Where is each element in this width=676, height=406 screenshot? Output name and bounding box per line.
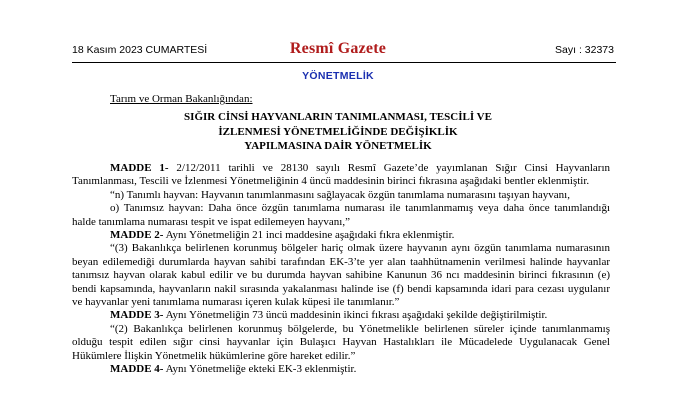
article-1 — [72, 162, 610, 189]
article-3 — [72, 309, 610, 322]
article-4-label: MADDE 4- — [110, 363, 164, 376]
gazette-header — [0, 41, 676, 63]
title-line-2: İZLENMESİ YÖNETMELİĞİNDE DEĞİŞİKLİK — [218, 125, 458, 138]
article-1-clause-n: “n) Tanımlı hayvan: Hayvanın tanımlanmasını sağlayacak özgün tanımlama numarasını taşıyan hayvanı, — [110, 188, 570, 201]
regulation-body — [72, 162, 610, 377]
regulation-title — [0, 110, 676, 154]
article-1-label: MADDE 1- — [110, 162, 169, 174]
issuing-ministry: Tarım ve Orman Bakanlığından: — [110, 93, 253, 105]
article-2-label: MADDE 2- — [110, 229, 164, 242]
article-4 — [72, 363, 610, 376]
article-3-paragraph-2: “(2) Bakanlıkça belirlenen korunmuş bölgelerde, bu Yönetmelikle belirlenen süreler içinde tanımlanmamış olduğu tespit edilen sığır cinsi hayvanlar için Bulaşıcı Hayvan Hastalıkları ile Mücadelede Uygulanacak Genel Hükümlere İlişkin Yönetmelik hükümlerine göre hareket edilir.” — [72, 322, 610, 362]
article-2 — [72, 229, 610, 242]
title-line-3: YAPILMASINA DAİR YÖNETMELİK — [244, 140, 432, 152]
article-1-clause-o: o) Tanımsız hayvan: Daha önce özgün tanımlama numarası ile tanımlanmamış veya daha önce tanımlandığı halde tanımlama numarası tespit ve ispat edilemeyen hayvanı,” — [72, 202, 610, 228]
gazette-name: Resmî Gazete — [289, 40, 387, 57]
header-rule — [72, 62, 616, 63]
article-3-text: Aynı Yönetmeliğin 73 üncü maddesinin ikinci fıkrası aşağıdaki şekilde değiştirilmiştir. — [163, 309, 548, 322]
article-4-text: Aynı Yönetmeliğe ekteki EK-3 eklenmiştir. — [163, 363, 357, 376]
article-2-text: Aynı Yönetmeliğin 21 inci maddesine aşağıdaki fıkra eklenmiştir. — [163, 229, 455, 242]
section-heading: YÖNETMELİK — [302, 70, 374, 82]
issue-date: 18 Kasım 2023 CUMARTESİ — [72, 44, 208, 56]
issue-number: Sayı : 32373 — [555, 44, 614, 56]
article-1-text: 2/12/2011 tarihli ve 28130 sayılı Resmî Gazete’de yayımlanan Sığır Cinsi Hayvanların Tanımlanması, Tescili ve İzlenmesi Yönetmeliğinin 4 üncü maddesinin birinci fıkrasına aşağıdaki bentler eklenmiştir. — [72, 162, 610, 188]
article-2-paragraph-3: “(3) Bakanlıkça belirlenen korunmuş bölgeler hariç olmak üzere hayvanın aynı özgün tanımlama numarasının beyan edilemediği durumlarda hayvan sahibi tarafından EK-3’te yer alan taahhütnamenin verilmesi halinde hayvanlar tanımsız hayvan olarak kabul edilir ve bu durumda hayvan sahibine Kanunun 36 ncı maddesinin birinci fıkrasının (e) bendi kapsamında, hayvanların nakil sırasında yakalanması halinde ise (f) bendi kapsamında idari para cezası uygulanır ve hayvanlar yeni tanımlama numarası içeren kulak küpesi ile tanımlanır.” — [72, 242, 610, 309]
title-line-1: SIĞIR CİNSİ HAYVANLARIN TANIMLANMASI, TESCİLİ VE — [184, 111, 492, 123]
article-3-label: MADDE 3- — [110, 309, 164, 322]
